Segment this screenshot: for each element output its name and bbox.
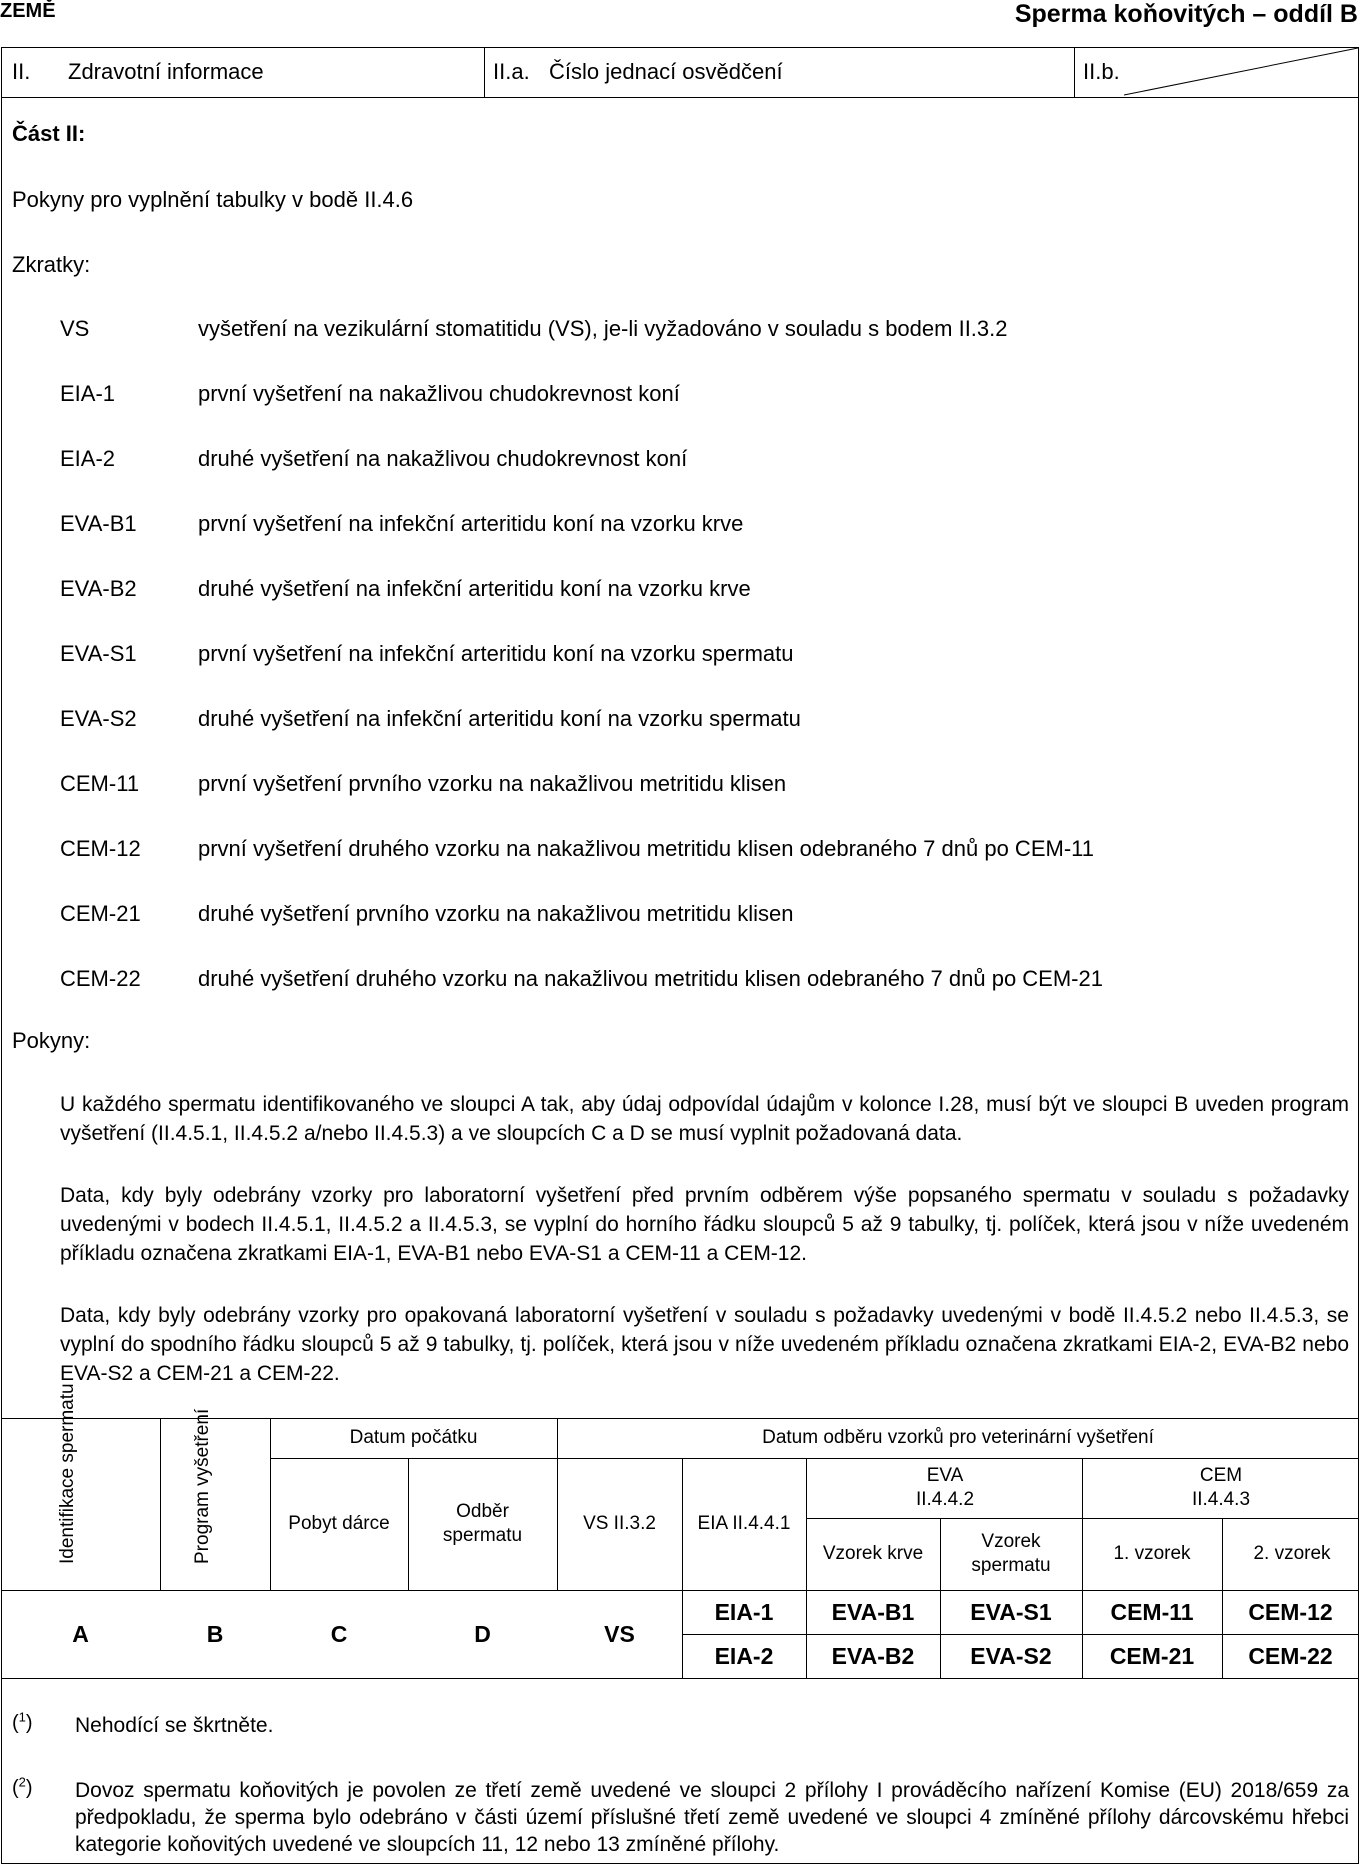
abbr-code: EVA-S2 — [60, 706, 137, 731]
instruction-paragraph: Data, kdy byly odebrány vzorky pro laboratorní vyšetření před prvním odběrem výše popsaného spermatu v souladu s požadavky uvedenými v bodech II.4.5.1, II.4.5.2 a II.4.5.3, se vyplní do horního řádku sloupců 5 až 9 tabulky, tj. políček, která jsou v níže uvedeném příkladu označena zkratkami EIA-1, EVA-B1 nebo EVA-S1 a CEM-11 a CEM-12. — [60, 1184, 1349, 1265]
abbr-code: EIA-1 — [60, 381, 116, 406]
abbr-desc: první vyšetření na infekční arteritidu koní na vzorku krve — [198, 511, 744, 536]
table-line — [160, 1418, 161, 1590]
table-cell: EVA-S1 — [970, 1599, 1052, 1625]
section-label: Zdravotní informace — [68, 59, 264, 84]
col-donor-stay: Pobyt dárce — [288, 1513, 390, 1534]
table-cell: EIA-1 — [714, 1599, 774, 1625]
abbr-code: CEM-22 — [60, 966, 141, 991]
column-letter: VS — [604, 1621, 635, 1647]
col-program: Program vyšetření — [192, 1408, 213, 1564]
certificate-title: Sperma koňovitých – oddíl B — [1014, 0, 1358, 28]
abbr-code: CEM-11 — [60, 771, 140, 796]
abbr-desc: první vyšetření druhého vzorku na nakažlivou metritidu klisen odebraného 7 dnů po CEM-11 — [198, 836, 1094, 861]
column-letter: D — [474, 1621, 491, 1647]
abbr-code: EVA-S1 — [60, 641, 137, 666]
footnote-text: Dovoz spermatu koňovitých je povolen ze třetí země uvedené ve sloupci 2 přílohy I prováděcího nařízení Komise (EU) 2018/659 za předpokladu, že sperma bylo odebráno v části území příslušné třetí země uvedené ve sloupci 4 zmíněné přílohy dárcovskému hřebci kategorie koňovitých uvedené ve sloupcích 11, 12 nebo 13 zmíněné přílohy. — [75, 1779, 1349, 1856]
part-heading: Část II: — [12, 121, 86, 146]
abbr-desc: druhé vyšetření prvního vzorku na nakažlivou metritidu klisen — [198, 901, 794, 926]
instructions-title: Pokyny pro vyplnění tabulky v bodě II.4.6 — [12, 187, 414, 212]
abbr-desc: první vyšetření na infekční arteritidu koní na vzorku spermatu — [198, 641, 794, 666]
section-number: II. — [12, 59, 31, 84]
footnote-text: Nehodící se škrtněte. — [75, 1714, 274, 1737]
divider — [484, 47, 485, 97]
abbreviations-label: Zkratky: — [12, 252, 91, 277]
abbr-code: VS — [60, 316, 90, 341]
group-cem: CEM II.4.4.3 — [1191, 1465, 1251, 1510]
table-cell: EVA-S2 — [970, 1643, 1052, 1669]
col-cem-2: 2. vzorek — [1253, 1543, 1331, 1564]
group-start-date: Datum počátku — [349, 1427, 478, 1448]
abbr-desc: první vyšetření prvního vzorku na nakažlivou metritidu klisen — [198, 771, 787, 796]
instructions-label: Pokyny: — [12, 1028, 91, 1053]
abbr-desc: druhé vyšetření druhého vzorku na nakažlivou metritidu klisen odebraného 7 dnů po CEM-21 — [198, 966, 1103, 991]
col-eva-semen: Vzorek spermatu — [971, 1531, 1051, 1576]
column-letter: B — [206, 1621, 224, 1647]
abbr-code: EVA-B2 — [60, 576, 137, 601]
column-letter: A — [72, 1621, 89, 1647]
abbr-code: CEM-12 — [60, 836, 141, 861]
col-eia: EIA II.4.4.1 — [697, 1513, 791, 1534]
group-eva: EVA II.4.4.2 — [915, 1465, 975, 1510]
reference-b: II.b. — [1083, 59, 1120, 84]
abbr-desc: druhé vyšetření na infekční arteritidu koní na vzorku spermatu — [198, 706, 801, 731]
col-vs: VS II.3.2 — [583, 1513, 656, 1534]
instruction-paragraph: Data, kdy byly odebrány vzorky pro opakovaná laboratorní vyšetření v souladu s požadavky uvedenými v bodě II.4.5.2 nebo II.4.5.3, se vyplní do spodního řádku sloupců 5 až 9 tabulky, tj. políček, která jsou v níže uvedeném příkladu označena zkratkami EIA-2, EVA-B2 nebo EVA-S2 a CEM-21 a CEM-22. — [60, 1304, 1349, 1385]
reference-label: Číslo jednací osvědčení — [549, 59, 783, 84]
table-cell: CEM-21 — [1109, 1643, 1195, 1669]
table-line — [408, 1458, 409, 1590]
abbr-code: EVA-B1 — [60, 511, 137, 536]
reference-number: II.a. — [493, 59, 530, 84]
abbr-desc: první vyšetření na nakažlivou chudokrevnost koní — [198, 381, 680, 406]
table-cell: EVA-B2 — [831, 1643, 915, 1669]
abbr-code: CEM-21 — [60, 901, 141, 926]
table-cell: CEM-22 — [1248, 1643, 1333, 1669]
abbr-code: EIA-2 — [60, 446, 116, 471]
col-identification: Identifikace spermatu — [57, 1383, 78, 1564]
abbr-desc: druhé vyšetření na infekční arteritidu koní na vzorku krve — [198, 576, 751, 601]
col-collection: Odběr spermatu — [442, 1501, 523, 1546]
country-label: ZEMĚ — [0, 0, 56, 22]
table-cell: CEM-12 — [1248, 1599, 1333, 1625]
abbr-desc: vyšetření na vezikulární stomatitidu (VS), je-li vyžadováno v souladu s bodem II.3.2 — [198, 316, 1008, 341]
table-cell: EVA-B1 — [831, 1599, 915, 1625]
col-cem-1: 1. vzorek — [1113, 1543, 1191, 1564]
abbr-desc: druhé vyšetření na nakažlivou chudokrevnost koní — [198, 446, 688, 471]
table-cell: EIA-2 — [714, 1643, 774, 1669]
group-sampling-date: Datum odběru vzorků pro veterinární vyšetření — [762, 1427, 1154, 1448]
footnote-mark: ($^1$) — [12, 1709, 33, 1734]
divider — [1, 97, 1359, 98]
table-cell: CEM-11 — [1110, 1599, 1194, 1625]
column-letter: C — [330, 1621, 348, 1647]
diagonal-strike — [1074, 47, 1359, 97]
table-line — [1, 1678, 1359, 1679]
footnote-mark: ($^2$) — [12, 1774, 33, 1799]
instruction-paragraph: U každého spermatu identifikovaného ve sloupci A tak, aby údaj odpovídal údajům v kolonce I.28, musí být ve sloupci B uveden program vyšetření (II.4.5.1, II.4.5.2 a/nebo II.4.5.3) a ve sloupcích C a D se musí vyplnit požadovaná data. — [60, 1093, 1349, 1145]
col-eva-blood: Vzorek krve — [822, 1543, 924, 1564]
